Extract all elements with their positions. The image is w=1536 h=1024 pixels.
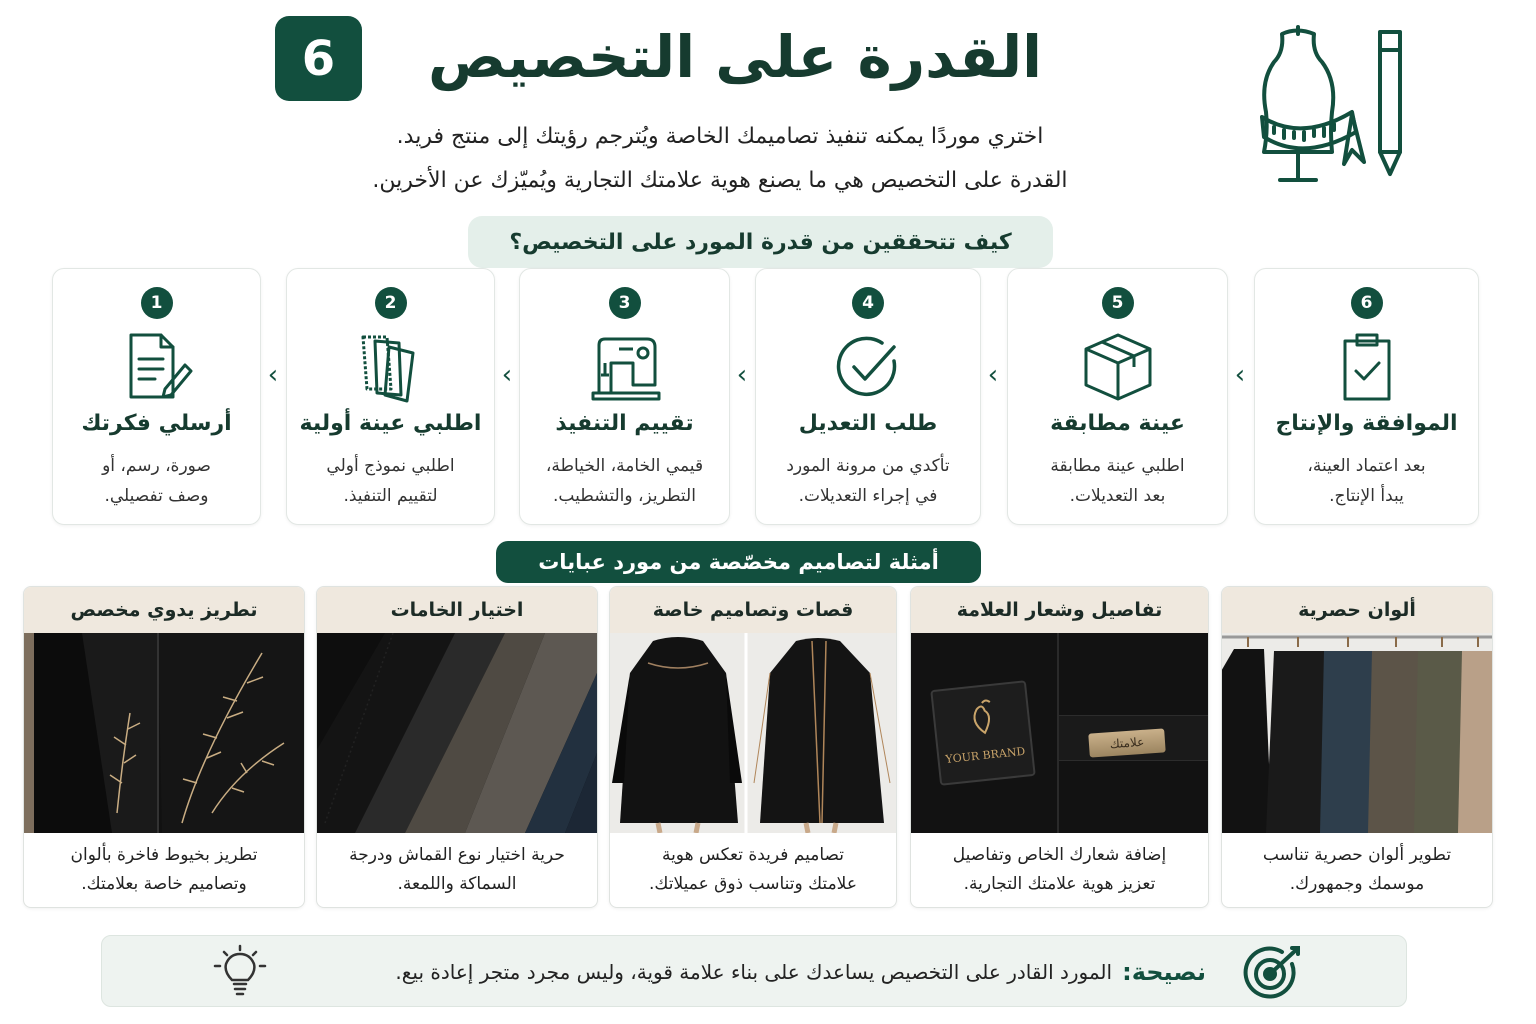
target-arrow-icon [1242,944,1306,1000]
box-icon [1078,331,1158,403]
step-number: 6 [1351,287,1383,319]
step-number: 1 [141,287,173,319]
step-title: طلب التعديل [798,411,938,436]
example-title: قصات وتصاميم خاصة [610,587,896,633]
section-number-badge: 6 [275,16,362,101]
brand-label-photo [911,633,1208,833]
step-desc-line-1: بعد اعتماد العينة، [1307,456,1426,476]
brand-metal-tag: علامتك [1088,728,1165,757]
step-title: تقييم التنفيذ [555,411,694,436]
fabric-swatches-icon [351,331,431,403]
example-card-branding [910,586,1209,908]
example-description [24,833,304,899]
step-title: أرسلي فكرتك [81,411,232,436]
step-desc-line-2: التطريز، والتشطيب. [553,486,696,506]
step-number: 3 [609,287,641,319]
example-desc-line-1: حرية اختيار نوع القماش ودرجة [349,845,565,865]
example-description [317,833,597,899]
step-description [297,451,484,511]
step-description [1018,451,1217,511]
step-description [530,451,719,511]
example-desc-line-2: علامتك وتناسب ذوق عميلاتك. [649,874,857,894]
brand-logo-icon [961,695,1005,739]
example-desc-line-1: إضافة شعارك الخاص وتفاصيل [952,845,1167,865]
intro-text [250,115,1190,203]
example-card-fabrics [316,586,598,908]
chevron-right-icon: › [1234,360,1246,390]
tip-text [395,936,1206,1008]
brand-label-text: YOUR BRAND [944,744,1026,767]
step-desc-line-1: تأكدي من مرونة المورد [786,456,950,476]
lightbulb-icon [212,944,268,1000]
tip-label: نصيحة: [1122,958,1206,986]
tip-body: المورد القادر على التخصيص يساعدك على بناء علامة قوية، وليس مجرد متجر إعادة بيع. [395,960,1113,984]
example-card-colors [1221,586,1493,908]
colors-hangers-photo [1222,633,1492,833]
dress-form-pencil-icon [1252,22,1412,192]
example-title: تفاصيل وشعار العلامة [911,587,1208,633]
clipboard-check-icon [1327,331,1407,403]
step-card-1 [52,268,261,525]
step-number: 2 [375,287,407,319]
step-desc-line-1: اطلبي نموذج أولي [326,456,455,476]
intro-line-2: القدرة على التخصيص هي ما يصنع هوية علامتك التجارية ويُميّزك عن الأخرين. [372,168,1068,193]
example-desc-line-1: تطوير ألوان حصرية تناسب [1262,845,1452,865]
abaya-cuts-photo [610,633,896,833]
step-title: اطلبي عينة أولية [299,411,482,436]
example-title: تطريز يدوي مخصص [24,587,304,633]
chevron-right-icon: › [501,360,513,390]
step-description [766,451,970,511]
example-desc-line-2: وتصاميم خاصة بعلامتك. [81,874,247,894]
step-number: 4 [852,287,884,319]
step-title: الموافقة والإنتاج [1275,411,1458,436]
example-title: ألوان حصرية [1222,587,1492,633]
step-number: 5 [1102,287,1134,319]
examples-banner: أمثلة لتصاميم مخصّصة من مورد عبايات [496,541,981,583]
page-title: القدرة على التخصيص [428,23,1042,91]
step-desc-line-2: وصف تفصيلي. [104,486,209,506]
step-desc-line-1: صورة، رسم، أو [102,456,211,476]
example-desc-line-1: تطريز بخيوط فاخرة بألوان [70,845,258,865]
step-desc-line-1: اطلبي عينة مطابقة [1050,456,1185,476]
step-desc-line-2: لتقييم التنفيذ. [343,486,438,506]
embroidery-photo [24,633,304,833]
step-card-2 [286,268,495,525]
brand-label-patch [930,680,1036,786]
example-description [610,833,896,899]
example-desc-line-2: السماكة واللمعة. [397,874,517,894]
step-desc-line-2: يبدأ الإنتاج. [1329,486,1404,506]
step-desc-line-2: بعد التعديلات. [1069,486,1166,506]
example-card-cuts [609,586,897,908]
step-title: عينة مطابقة [1050,411,1185,436]
sewing-machine-icon [585,331,665,403]
example-desc-line-2: تعزيز هوية علامتك التجارية. [963,874,1156,894]
step-description [63,451,250,511]
step-card-3 [519,268,730,525]
step-description [1265,451,1468,511]
tip-banner [101,935,1407,1007]
document-pencil-icon [117,331,197,403]
fabrics-photo [317,633,597,833]
question-banner: كيف تتحققين من قدرة المورد على التخصيص؟ [468,216,1053,268]
step-card-4 [755,268,981,525]
example-desc-line-1: تصاميم فريدة تعكس هوية [661,845,845,865]
chevron-right-icon: › [987,360,999,390]
example-title: اختيار الخامات [317,587,597,633]
chevron-right-icon: › [736,360,748,390]
step-card-6 [1254,268,1479,525]
chevron-right-icon: › [267,360,279,390]
example-description [1222,833,1492,899]
example-desc-line-2: موسمك وجمهورك. [1289,874,1425,894]
step-card-5 [1007,268,1228,525]
check-circle-icon [828,331,908,403]
step-desc-line-2: في إجراء التعديلات. [798,486,938,506]
example-description [911,833,1208,899]
step-desc-line-1: قيمي الخامة، الخياطة، [545,456,704,476]
example-card-embroidery [23,586,305,908]
intro-line-1: اختري موردًا يمكنه تنفيذ تصاميمك الخاصة ويُترجم رؤيتك إلى منتج فريد. [396,124,1044,149]
